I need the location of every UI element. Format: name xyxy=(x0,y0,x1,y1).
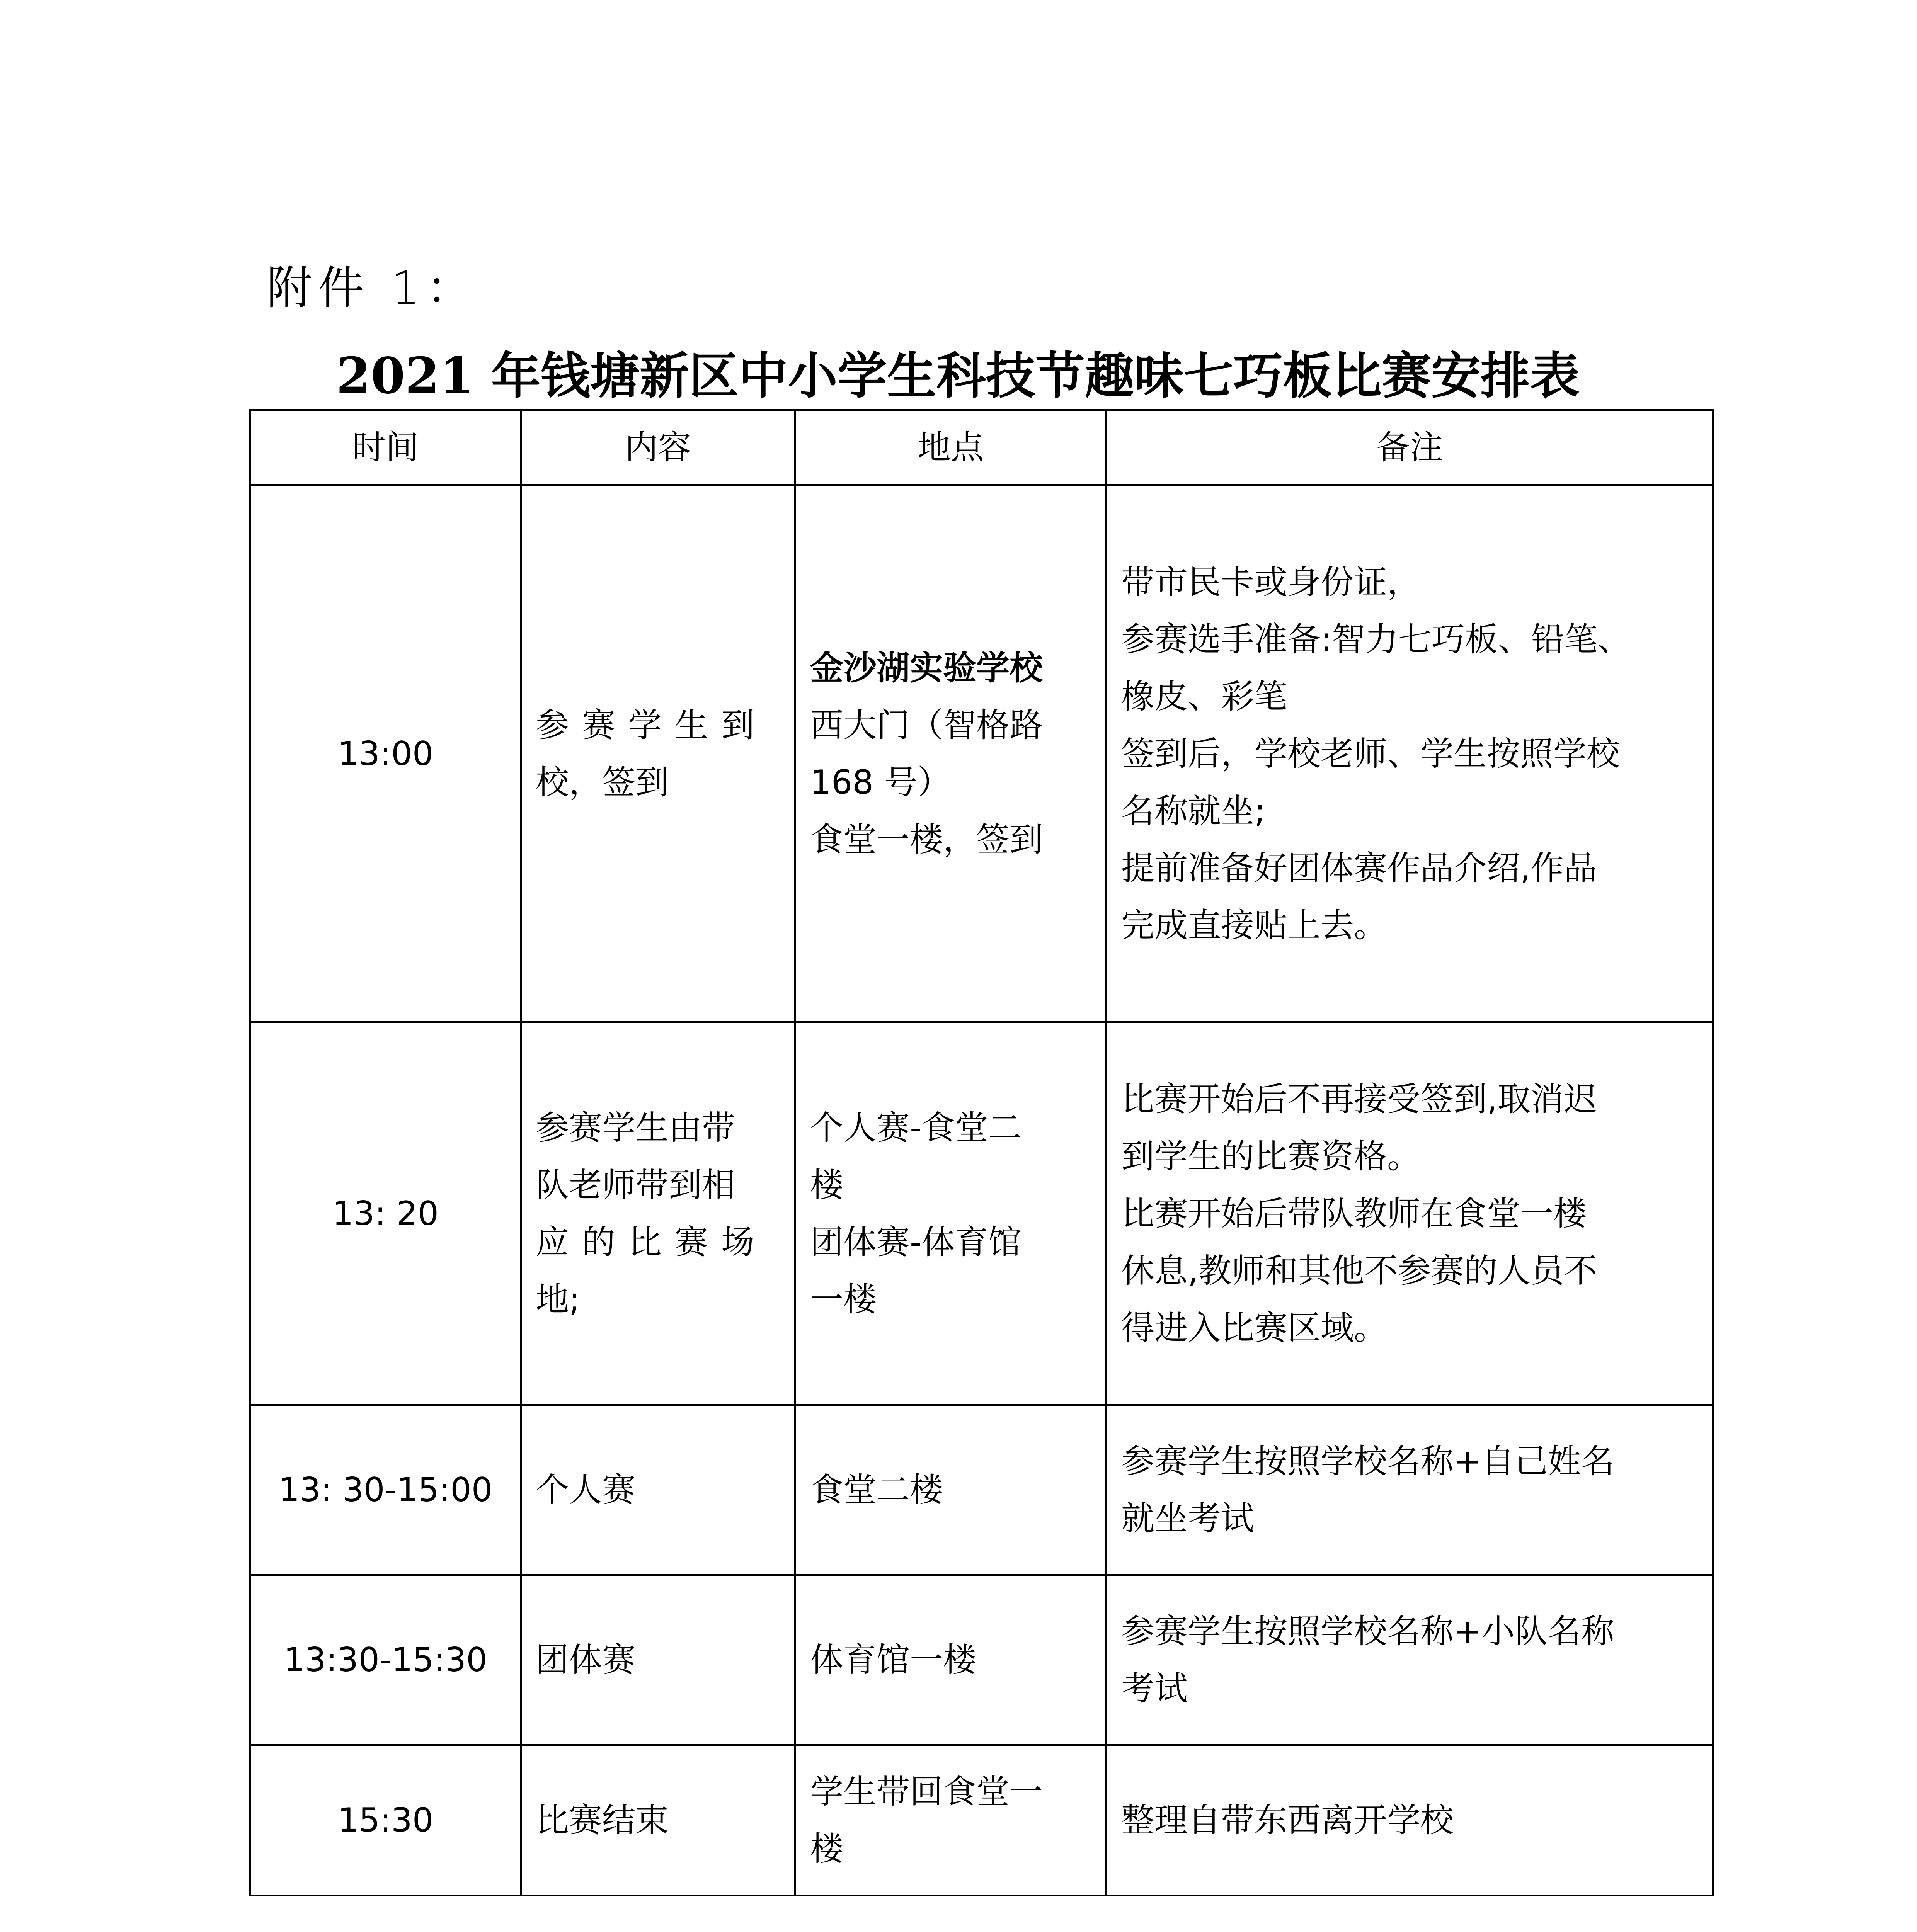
notes-cell xyxy=(1107,1405,1713,1575)
notes-line: 签到后，学校老师、学生按照学校 xyxy=(1121,734,1620,773)
notes-line: 名称就坐; xyxy=(1121,791,1265,830)
notes-line: 提前准备好团体赛作品介绍,作品 xyxy=(1121,849,1597,888)
notes-line: 比赛开始后带队教师在食堂一楼 xyxy=(1121,1194,1587,1233)
location-line: 食堂二楼 xyxy=(810,1470,943,1509)
content-cell xyxy=(521,1405,795,1575)
location-line: 西大门（智格路 xyxy=(810,706,1043,745)
time-cell: 13: 30-15:00 xyxy=(250,1405,521,1575)
location-line: 个人赛-食堂二 xyxy=(810,1108,1022,1147)
header-time: 时间 xyxy=(250,410,521,485)
location-line: 体育馆一楼 xyxy=(810,1640,976,1679)
table-header-row xyxy=(250,410,1713,485)
table-row xyxy=(250,1405,1713,1575)
table-row xyxy=(250,1022,1713,1405)
content-line: 团体赛 xyxy=(536,1640,635,1679)
location-school: 金沙湖实验学校 xyxy=(810,648,1043,687)
location-line: 168 号） xyxy=(810,763,951,802)
page-title: 2021 年钱塘新区中小学生科技节趣味七巧板比赛安排表 xyxy=(336,347,1580,405)
content-cell xyxy=(521,1022,795,1405)
notes-line: 休息,教师和其他不参赛的人员不 xyxy=(1121,1251,1597,1290)
table-row xyxy=(250,1745,1713,1896)
content-line: 校，签到 xyxy=(536,763,669,802)
location-line: 团体赛-体育馆 xyxy=(810,1223,1022,1262)
location-line: 楼 xyxy=(810,1165,843,1204)
content-line: 地; xyxy=(536,1280,580,1319)
location-line: 楼 xyxy=(810,1829,843,1868)
notes-line: 参赛学生按照学校名称+自己姓名 xyxy=(1121,1442,1615,1481)
header-location: 地点 xyxy=(795,410,1107,485)
location-line: 学生带回食堂一 xyxy=(810,1772,1043,1811)
schedule-table xyxy=(249,409,1714,1896)
content-line: 队老师带到相 xyxy=(536,1165,735,1204)
notes-cell xyxy=(1107,1575,1713,1745)
content-line: 比赛结束 xyxy=(536,1801,669,1840)
time-cell: 13: 20 xyxy=(250,1022,521,1405)
content-line: 个人赛 xyxy=(536,1470,635,1509)
notes-cell xyxy=(1107,1745,1713,1896)
content-cell xyxy=(521,485,795,1022)
content-line: 参赛学生由带 xyxy=(536,1108,735,1147)
location-cell xyxy=(795,1405,1107,1575)
location-cell xyxy=(795,1575,1107,1745)
location-cell xyxy=(795,1022,1107,1405)
notes-line: 整理自带东西离开学校 xyxy=(1121,1801,1454,1840)
notes-line: 参赛选手准备:智力七巧板、铅笔、 xyxy=(1121,620,1631,659)
table-row xyxy=(250,1575,1713,1745)
table-row xyxy=(250,485,1713,1022)
notes-line: 橡皮、彩笔 xyxy=(1121,677,1287,716)
time-cell: 13:30-15:30 xyxy=(250,1575,521,1745)
content-cell xyxy=(521,1745,795,1896)
notes-cell xyxy=(1107,1022,1713,1405)
location-cell xyxy=(795,485,1107,1022)
notes-line: 得进入比赛区域。 xyxy=(1121,1308,1387,1347)
header-content: 内容 xyxy=(521,410,795,485)
notes-line: 带市民卡或身份证， xyxy=(1121,563,1420,602)
notes-line: 就坐考试 xyxy=(1121,1499,1254,1538)
notes-line: 比赛开始后不再接受签到,取消迟 xyxy=(1121,1080,1597,1119)
header-notes: 备注 xyxy=(1107,410,1713,485)
time-cell: 15:30 xyxy=(250,1745,521,1896)
location-line: 一楼 xyxy=(810,1280,877,1319)
content-cell xyxy=(521,1575,795,1745)
notes-line: 完成直接贴上去。 xyxy=(1121,906,1387,945)
location-line: 食堂一楼，签到 xyxy=(810,820,1043,859)
notes-line: 到学生的比赛资格。 xyxy=(1121,1137,1420,1176)
notes-line: 参赛学生按照学校名称+小队名称 xyxy=(1121,1612,1615,1651)
attachment-label: 附件 1： xyxy=(267,261,478,315)
notes-cell xyxy=(1107,485,1713,1022)
content-line: 参赛学生到 xyxy=(536,706,768,745)
content-line: 应的比赛场 xyxy=(536,1223,768,1262)
time-cell: 13:00 xyxy=(250,485,521,1022)
notes-line: 考试 xyxy=(1121,1669,1188,1708)
location-cell xyxy=(795,1745,1107,1896)
